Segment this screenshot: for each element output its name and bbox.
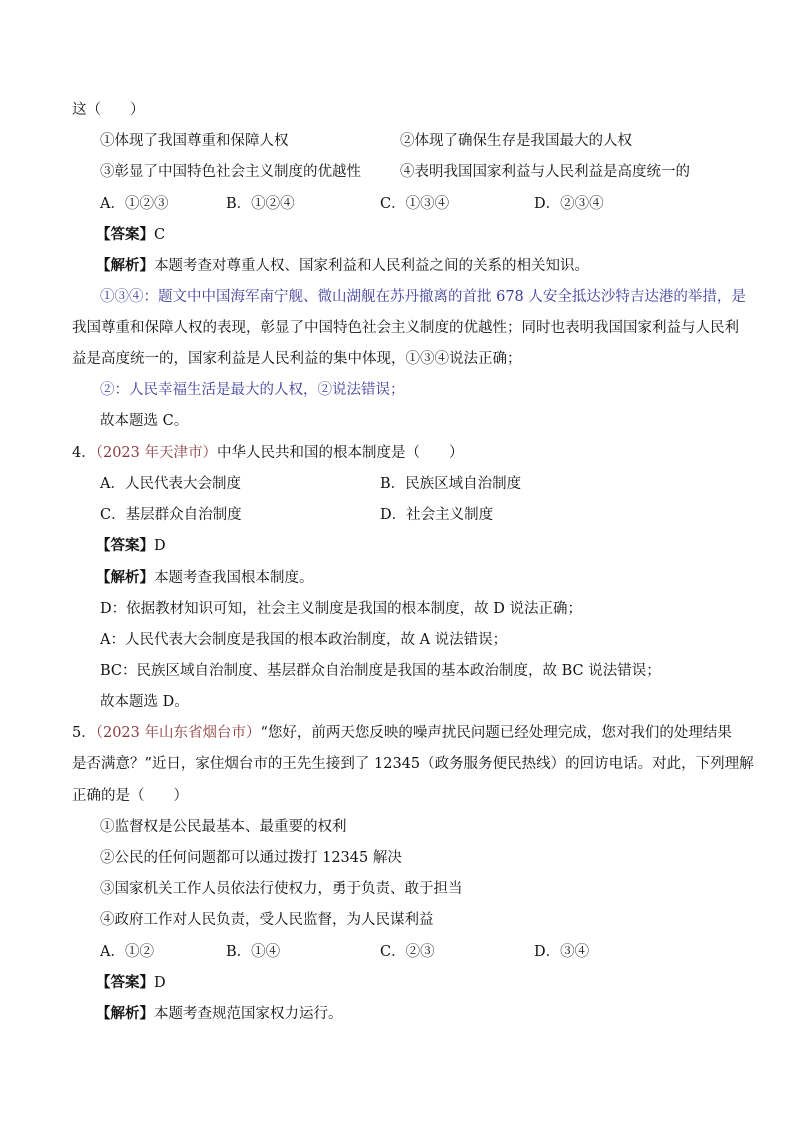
q3-answer [96, 225, 165, 245]
answer-label: 【答案】 [96, 537, 154, 554]
q5-option-3: ③国家机关工作人员依法行使权力，勇于负责、敢于担当 [100, 881, 463, 897]
analysis-text: 本题考查我国根本制度。 [154, 570, 314, 586]
analysis-label: 【解析】 [96, 257, 154, 274]
answer-label: 【答案】 [96, 974, 154, 991]
q3-choice-a: A．①②③ [100, 196, 169, 212]
q5-option-4: ④政府工作对人民负责，受人民监督，为人民谋利益 [100, 912, 434, 928]
q5-option-1: ①监督权是公民最基本、最重要的权利 [100, 819, 347, 835]
q5-source: （2023 年山东省烟台市） [95, 725, 261, 741]
q5-choice-a: A．①② [100, 944, 154, 960]
q5-stem-b: 是否满意？”近日，家住烟台市的王先生接到了 12345（政务服务便民热线）的回访电话。对此，下列理解 [72, 756, 754, 772]
q3-option-2: ②体现了确保生存是我国最大的人权 [400, 133, 632, 149]
analysis-text: 本题考查对尊重人权、国家利益和人民利益之间的关系的相关知识。 [154, 258, 589, 274]
q5-stem-text-a: “您好，前两天您反映的噪声扰民问题已经处理完成，您对我们的处理结果 [260, 725, 732, 741]
q4-stem [72, 443, 464, 463]
answer-value: C [154, 227, 166, 243]
q3-choice-d: D．②③④ [534, 196, 604, 212]
q4-explanation-a: A：人民代表大会制度是我国的根本政治制度，故 A 说法错误； [100, 632, 508, 648]
q4-choice-c: C．基层群众自治制度 [100, 507, 242, 523]
q3-choice-b: B．①②④ [226, 196, 295, 212]
q3-analysis [96, 256, 589, 276]
q5-option-2: ②公民的任何问题都可以通过拨打 12345 解决 [100, 850, 402, 866]
q4-analysis [96, 568, 314, 588]
q3-choice-c: C．①③④ [380, 196, 450, 212]
q4-answer [96, 536, 166, 556]
analysis-text: 本题考查规范国家权力运行。 [154, 1006, 343, 1022]
q3-explanation-2: ②：人民幸福生活是最大的人权，②说法错误； [100, 382, 405, 398]
q5-number: 5． [72, 725, 96, 741]
q3-option-4: ④表明我国国家利益与人民利益是高度统一的 [400, 164, 690, 180]
answer-value: D [154, 538, 166, 554]
q3-explanation-1c: 益是高度统一的，国家利益是人民利益的集中体现，①③④说法正确； [72, 351, 522, 367]
analysis-label: 【解析】 [96, 569, 154, 586]
q3-explanation-1b: 我国尊重和保障人权的表现，彰显了中国特色社会主义制度的优越性；同时也表明我国国家利益与人民利 [72, 320, 739, 336]
q4-number: 4． [72, 445, 96, 461]
q4-source: （2023 年天津市） [95, 445, 217, 461]
answer-label: 【答案】 [96, 226, 154, 243]
q5-choice-c: C．②③ [380, 944, 435, 960]
q5-stem-c: 正确的是（ ） [72, 788, 188, 804]
q5-analysis [96, 1004, 343, 1024]
q5-stem-a [72, 723, 732, 743]
q4-conclusion: 故本题选 D。 [100, 694, 189, 710]
q3-option-3: ③彰显了中国特色社会主义制度的优越性 [100, 164, 361, 180]
q4-choice-d: D．社会主义制度 [380, 507, 494, 523]
q3-conclusion: 故本题选 C。 [100, 413, 189, 429]
q4-choice-b: B．民族区域自治制度 [380, 476, 522, 492]
q5-choice-b: B．①④ [226, 944, 281, 960]
analysis-label: 【解析】 [96, 1005, 154, 1022]
q3-explanation-1a: ①③④：题文中中国海军南宁舰、微山湖舰在苏丹撤离的首批 678 人安全抵达沙特吉达港的举措，是 [100, 289, 746, 305]
q4-explanation-d: D：依据教材知识可知，社会主义制度是我国的根本制度，故 D 说法正确； [100, 601, 582, 617]
q4-explanation-bc: BC：民族区域自治制度、基层群众自治制度是我国的基本政治制度，故 BC 说法错误； [100, 663, 661, 679]
answer-value: D [154, 975, 166, 991]
q3-stem-tail: 这（ ） [72, 102, 145, 118]
q4-choice-a: A．人民代表大会制度 [100, 476, 241, 492]
q4-stem-text: 中华人民共和国的根本制度是（ ） [217, 445, 464, 461]
q5-choice-d: D．③④ [534, 944, 590, 960]
q3-option-1: ①体现了我国尊重和保障人权 [100, 133, 289, 149]
q5-answer [96, 973, 166, 993]
